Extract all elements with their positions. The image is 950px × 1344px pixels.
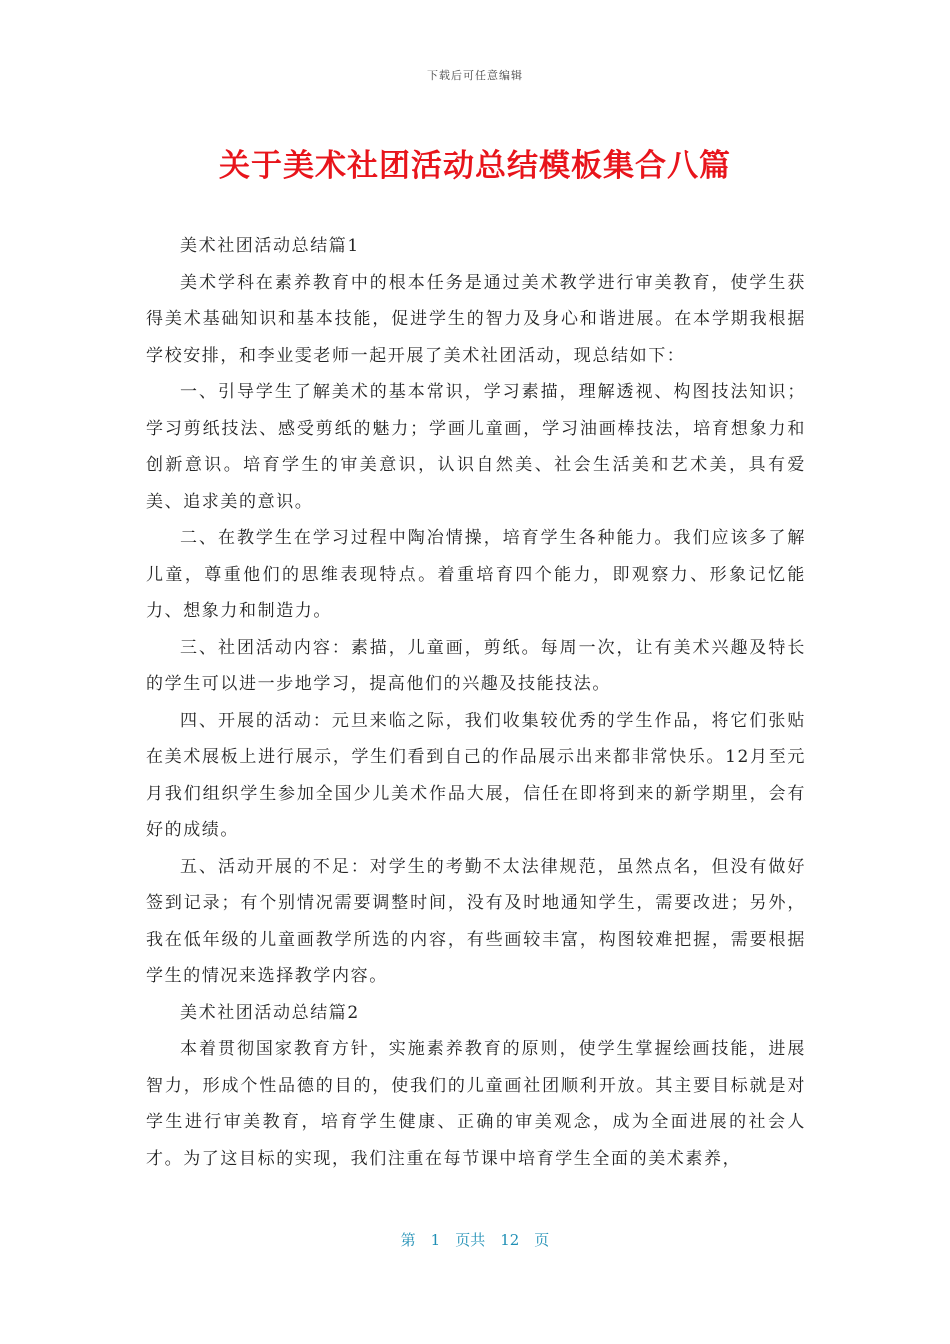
paragraph: 美术学科在素养教育中的根本任务是通过美术教学进行审美教育，使学生获得美术基础知识和基本技能，促进学生的智力及身心和谐进展。在本学期我根据学校安排，和李业雯老师一起开展了美术社团活动，现总结如下： <box>146 272 806 366</box>
paragraph: 一、引导学生了解美术的基本常识，学习素描，理解透视、构图技法知识；学习剪纸技法、感受剪纸的魅力；学画儿童画，学习油画棒技法，培育想象力和创新意识。培育学生的审美意识，认识自然美、社会生活美和艺术美，具有爱美、追求美的意识。 <box>146 382 806 512</box>
section-heading-2: 美术社团活动总结篇2 <box>180 1002 360 1023</box>
document-body <box>146 228 806 1177</box>
section-heading-1: 美术社团活动总结篇1 <box>180 236 360 256</box>
paragraph: 五、活动开展的不足：对学生的考勤不太法律规范，虽然点名，但没有做好签到记录；有个别情况需要调整时间，没有及时地通知学生，需要改进；另外，我在低年级的儿童画教学所选的内容，有些画较丰富，构图较难把握，需要根据学生的情况来选择教学内容。 <box>146 856 806 986</box>
paragraph: 本着贯彻国家教育方针，实施素养教育的原则，使学生掌握绘画技能，进展智力，形成个性品德的目的，使我们的儿童画社团顺利开放。其主要目标就是对学生进行审美教育，培育学生健康、正确的审美观念，成为全面进展的社会人才。为了这目标的实现，我们注重在每节课中培育学生全面的美术素养， <box>146 1039 806 1169</box>
header-note: 下载后可任意编辑 <box>427 69 523 82</box>
paragraph: 四、开展的活动：元旦来临之际，我们收集较优秀的学生作品，将它们张贴在美术展板上进行展示，学生们看到自己的作品展示出来都非常快乐。12月至元月我们组织学生参加全国少儿美术作品大展，信任在即将到来的新学期里，会有好的成绩。 <box>146 710 806 840</box>
document-title: 关于美术社团活动总结模板集合八篇 <box>219 148 731 184</box>
paragraph: 二、在教学生在学习过程中陶冶情操，培育学生各种能力。我们应该多了解儿童，尊重他们的思维表现特点。着重培育四个能力，即观察力、形象记忆能力、想象力和制造力。 <box>146 528 806 621</box>
paragraph: 三、社团活动内容：素描，儿童画，剪纸。每周一次，让有美术兴趣及特长的学生可以进一步地学习，提高他们的兴趣及技能技法。 <box>146 637 806 694</box>
page-footer: 第 1 页共 12 页 <box>400 1231 550 1249</box>
